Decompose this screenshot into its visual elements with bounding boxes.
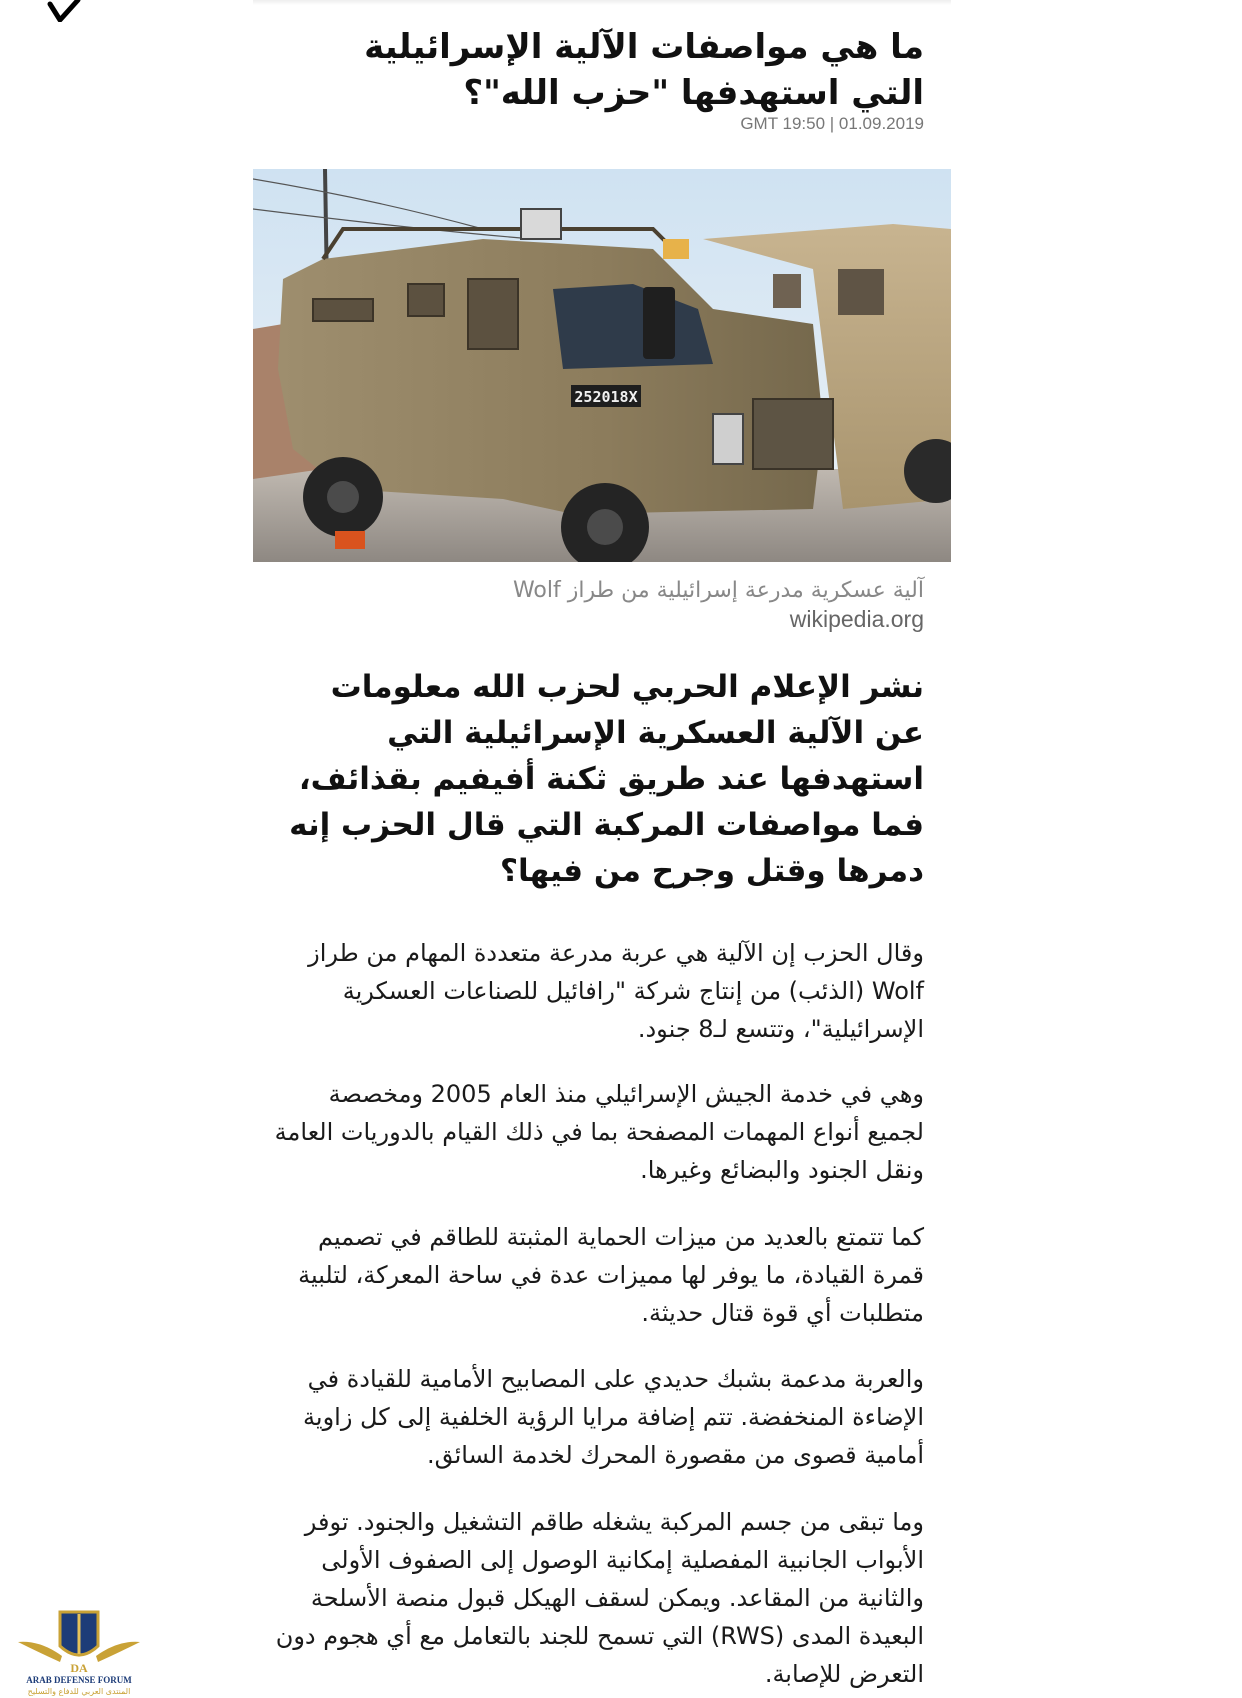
- roof-light: [521, 209, 561, 239]
- logo-wing-icon: [96, 1642, 140, 1662]
- forum-logo: [10, 1600, 148, 1696]
- article-paragraph: كما تتمتع بالعديد من ميزات الحماية المثبتة للطاقم في تصميم قمرة القيادة، ما يوفر لها مميزات عدة في ساحة المعركة، لتلبية متطلبات أي قوة قتال حديثة.: [298, 1223, 924, 1327]
- logo-wing-icon: [18, 1642, 62, 1662]
- wheel-chock: [335, 531, 365, 549]
- article-photo[interactable]: [253, 169, 951, 562]
- side-window: [408, 284, 444, 316]
- front-grille: [753, 399, 833, 469]
- vehicle-wheel-hub: [327, 481, 359, 513]
- logo-abbr: DA: [70, 1661, 88, 1675]
- second-vehicle-window: [773, 274, 801, 308]
- headlight-guard: [713, 414, 743, 464]
- article-paragraph: وهي في خدمة الجيش الإسرائيلي منذ العام 2005 ومخصصة لجميع أنواع المهمات المصفحة بما في ذلك القيام بالدوريات العامة ونقل الجنود والبضائع وغيرها.: [274, 1080, 924, 1184]
- article-title: ما هي مواصفات الآلية الإسرائيلية التي استهدفها "حزب الله"؟: [364, 27, 924, 113]
- logo-name-en: ARAB DEFENSE FORUM: [26, 1675, 132, 1685]
- logo-name-ar: المنتدى العربي للدفاع والتسليح: [27, 1687, 131, 1696]
- roof-beacon: [663, 239, 689, 259]
- article-paragraph: وما تبقى من جسم المركبة يشغله طاقم التشغيل والجنود. توفر الأبواب الجانبية المفصلية إمكانية الوصول إلى الصفوف الأولى والثانية من المقاعد. ويمكن لسقف الهيكل قبول منصة الأسلحة البعيدة المدى (RWS) التي تسمح للجند بالتعامل مع أي هجوم دون التعرض للإصابة.: [275, 1508, 924, 1688]
- license-plate-text: 252018X: [574, 388, 638, 406]
- article-date: GMT 19:50 | 01.09.2019: [740, 114, 924, 133]
- article-lead: نشر الإعلام الحربي لحزب الله معلومات عن الآلية العسكرية الإسرائيلية التي استهدفها عند طريق ثكنة أفيفيم بقذائف، فما مواصفات المركبة التي قال الحزب إنه دمرها وقتل وجرح من فيها؟: [289, 669, 924, 889]
- photo-caption: آلية عسكرية مدرعة إسرائيلية من طراز Wolf: [512, 578, 924, 603]
- corner-mark-icon: [44, 0, 84, 22]
- side-window: [468, 279, 518, 349]
- side-window: [313, 299, 373, 321]
- top-divider: [253, 0, 951, 5]
- vehicle-wheel-hub: [587, 509, 623, 545]
- article-paragraph: والعربة مدعمة بشبك حديدي على المصابيح الأمامية للقيادة في الإضاءة المنخفضة. تتم إضافة مرايا الرؤية الخلفية إلى كل زاوية أمامية قصوى من مقصورة المحرك لخدمة السائق.: [303, 1365, 924, 1469]
- photo-source[interactable]: wikipedia.org: [789, 606, 924, 632]
- article-paragraph: وقال الحزب إن الآلية هي عربة مدرعة متعددة المهام من طراز Wolf (الذئب) من إنتاج شركة "رافائيل للصناعات العسكرية الإسرائيلية"، وتتسع لـ8 جنود.: [308, 939, 924, 1043]
- side-mirror: [643, 287, 675, 359]
- second-vehicle-window: [838, 269, 884, 315]
